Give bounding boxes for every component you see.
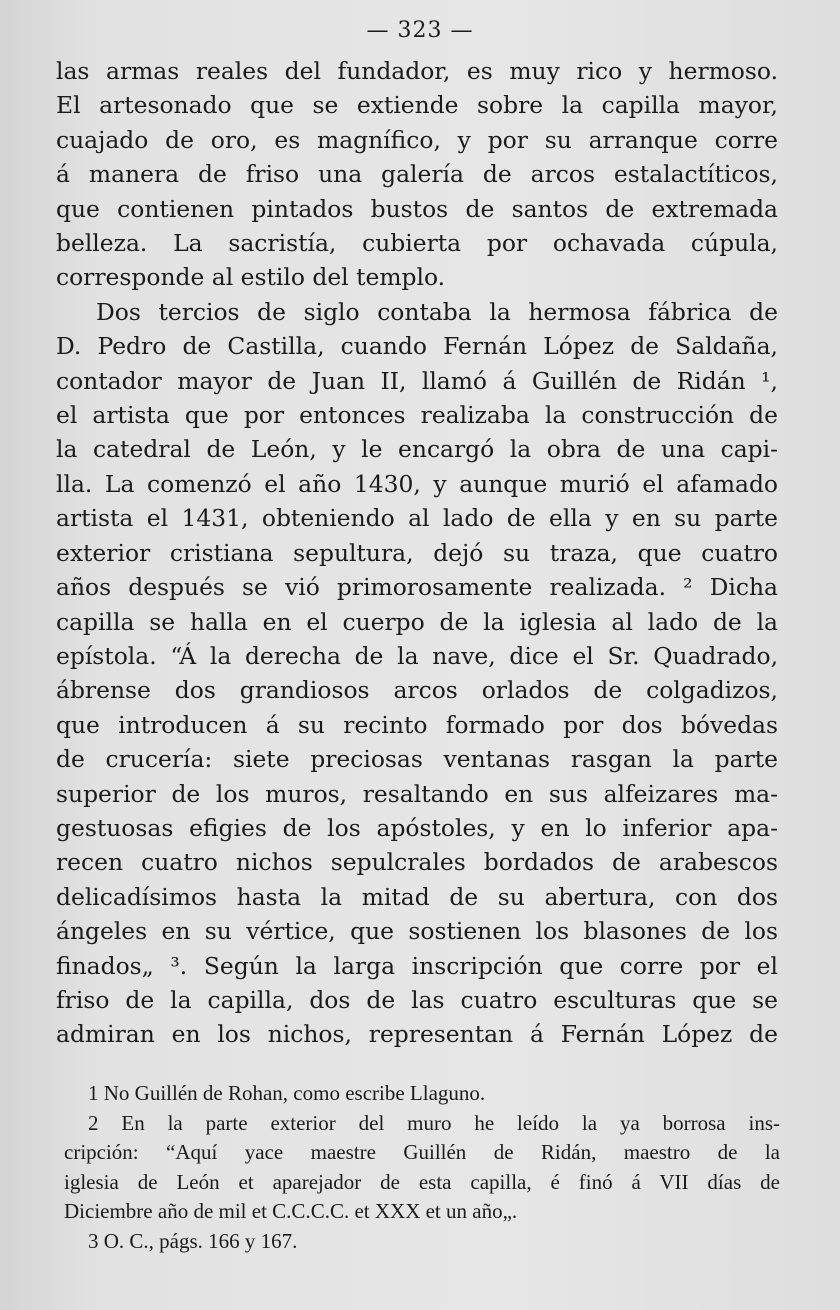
body-line: ábrense dos grandiosos arcos orlados de colgadizos, [56,676,778,705]
body-line: que contienen pintados bustos de santos de extremada [56,194,778,223]
body-line: la catedral de León, y le encargó la obra de una capi- [56,435,778,464]
body-line: admiran en los nichos, representan á Fernán López de [56,1020,778,1049]
body-line: delicadísimos hasta la mitad de su abertura, con dos [56,882,778,911]
body-line: lla. La comenzó el año 1430, y aunque murió el afamado [56,469,778,498]
body-line: que introducen á su recinto formado por dos bóvedas [56,710,778,739]
body-line: á manera de friso una galería de arcos estalactíticos, [56,160,778,189]
footnote-line: cripción: “Aquí yace maestre Guillén de Ridán, maestro de la [64,1140,780,1164]
body-line: las armas reales del fundador, es muy rico y hermoso. [56,57,778,85]
body-line: recen cuatro nichos sepulcrales bordados de arabescos [56,848,778,877]
footnote-line: 2 En la parte exterior del muro he leído la ya borrosa ins- [88,1110,780,1135]
body-line: de crucería: siete preciosas ventanas rasgan la parte [56,745,778,774]
footnotes [64,1079,780,1256]
body-text [56,54,778,1052]
footnote-line: 3 O. C., págs. 166 y 167. [88,1228,298,1253]
body-line: superior de los muros, resaltando en sus alfeizares ma- [56,779,778,808]
body-line: Dos tercios de siglo contaba la hermosa fábrica de [96,297,778,326]
body-line: años después se vió primorosamente realizada. ² Dicha [56,573,778,602]
body-line: contador mayor de Juan II, llamó á Guillén de Ridán ¹, [56,366,778,395]
page-number: — 323 — [366,18,474,43]
footnote-line: 1 No Guillén de Rohan, como escribe Llaguno. [88,1081,486,1105]
body-line: exterior cristiana sepultura, dejó su traza, que cuatro [56,538,778,567]
body-line: corresponde al estilo del templo. [56,263,446,292]
body-line: cuajado de oro, es magnífico, y por su arranque corre [56,125,778,154]
body-line: gestuosas efigies de los apóstoles, y en lo inferior apa- [56,813,778,842]
footnote-line: Diciembre año de mil et C.C.C.C. et XXX et un año„. [64,1199,518,1223]
body-line: friso de la capilla, dos de las cuatro esculturas que se [56,985,778,1014]
body-line: El artesonado que se extiende sobre la capilla mayor, [56,91,778,120]
body-line: artista el 1431, obteniendo al lado de ella y en su parte [56,504,778,533]
body-line: D. Pedro de Castilla, cuando Fernán López de Saldaña, [56,332,778,361]
body-line: belleza. La sacristía, cubierta por ochavada cúpula, [56,229,778,258]
footnote-line: iglesia de León et aparejador de esta capilla, é finó á VII días de [64,1169,780,1194]
body-line: ángeles en su vértice, que sostienen los blasones de los [56,917,778,946]
body-line: finados„ ³. Según la larga inscripción que corre por el [56,951,778,980]
body-line: epístola. “Á la derecha de la nave, dice el Sr. Quadrado, [56,641,778,670]
body-line: el artista que por entonces realizaba la construcción de [56,401,778,430]
body-line: capilla se halla en el cuerpo de la iglesia al lado de la [56,607,778,636]
